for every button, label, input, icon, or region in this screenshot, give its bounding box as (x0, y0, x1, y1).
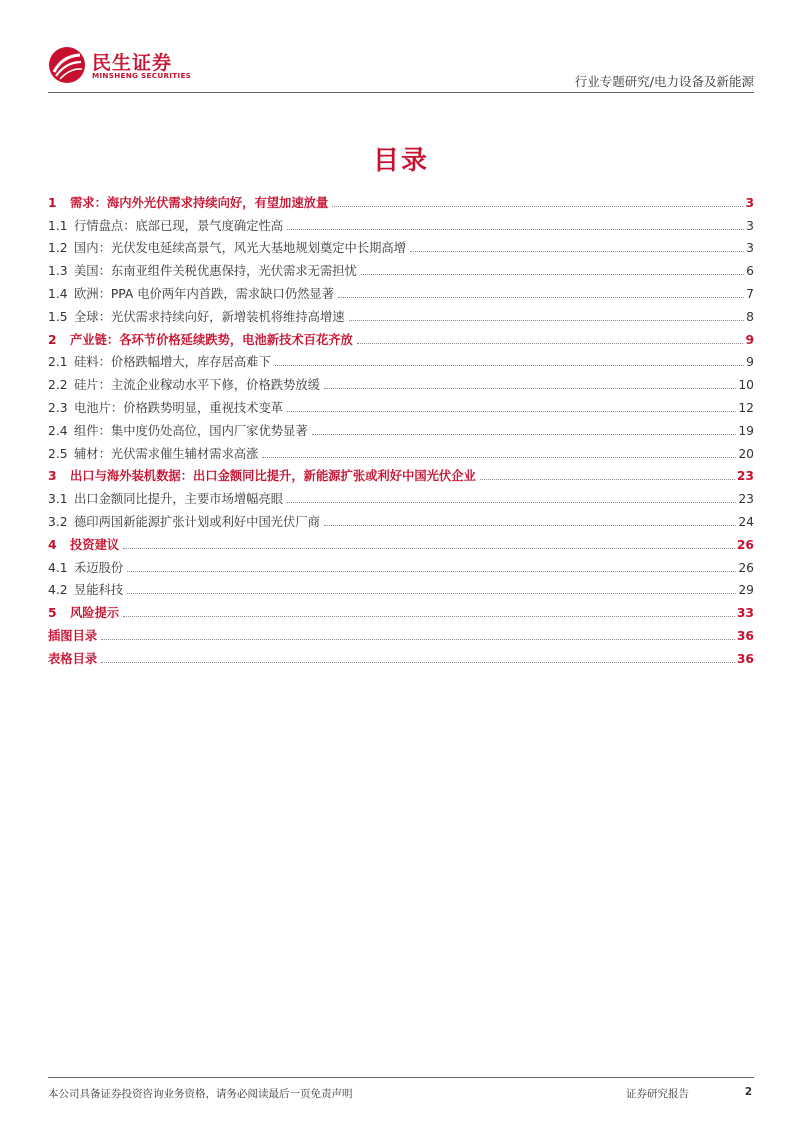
toc-section-entry[interactable] (48, 644, 754, 667)
toc-entry-text: 电池片：价格跌势明显，重视技术变革 (74, 400, 284, 415)
toc-entry-page: 3 (746, 241, 754, 256)
toc-entry-page: 9 (745, 332, 754, 347)
toc-entry-number: 2.3 (48, 400, 68, 415)
toc-entry-text: 出口金额同比提升，主要市场增幅亮眼 (74, 492, 284, 507)
table-of-contents (48, 188, 754, 667)
minsheng-logo (48, 46, 198, 86)
toc-subsection-entry[interactable] (48, 211, 754, 234)
toc-entry-page: 24 (738, 514, 754, 529)
toc-title: 目录 (372, 146, 429, 176)
toc-leader-dots (127, 593, 736, 594)
toc-leader-dots (338, 297, 744, 298)
toc-entry-number: 1.2 (48, 241, 68, 256)
toc-entry-label (48, 332, 355, 348)
toc-entry-page: 9 (746, 355, 754, 370)
toc-entry-number: 1 (48, 195, 57, 210)
toc-subsection-entry[interactable] (48, 576, 754, 599)
toc-entry-page: 26 (736, 537, 754, 552)
toc-subsection-entry[interactable] (48, 484, 754, 507)
toc-entry-text: 德印两国新能源扩张计划或利好中国光伏厂商 (74, 514, 320, 529)
toc-section-entry[interactable] (48, 462, 754, 485)
toc-entry-label (48, 491, 285, 507)
toc-entry-text: 禾迈股份 (74, 560, 124, 575)
toc-entry-page: 3 (745, 195, 754, 210)
toc-entry-number: 3.1 (48, 492, 68, 507)
toc-leader-dots (312, 434, 737, 435)
toc-subsection-entry[interactable] (48, 279, 754, 302)
toc-entry-page: 23 (738, 492, 754, 507)
toc-entry-number: 1.1 (48, 218, 68, 233)
toc-entry-label (48, 468, 478, 484)
toc-leader-dots (349, 320, 745, 321)
footer-report-type: 证券研究报告 (626, 1088, 689, 1100)
toc-entry-text: 插图目录 (48, 628, 98, 643)
toc-leader-dots (287, 229, 744, 230)
toc-entry-label (48, 400, 285, 416)
toc-entry-text: 表格目录 (48, 651, 98, 666)
toc-entry-label (48, 309, 347, 325)
footer-divider (48, 1077, 754, 1078)
toc-entry-number: 3.2 (48, 514, 68, 529)
toc-entry-text: 国内：光伏发电延续高景气，风光大基地规划奠定中长期高增 (74, 241, 407, 256)
toc-entry-page: 6 (746, 264, 754, 279)
toc-subsection-entry[interactable] (48, 439, 754, 462)
toc-entry-label (48, 286, 336, 302)
toc-section-entry[interactable] (48, 325, 754, 348)
toc-entry-number: 3 (48, 469, 57, 484)
toc-entry-text: 全球：光伏需求持续向好，新增装机将维持高增速 (74, 309, 345, 324)
toc-entry-page: 26 (738, 560, 754, 575)
toc-section-entry[interactable] (48, 530, 754, 553)
toc-leader-dots (127, 571, 736, 572)
toc-subsection-entry[interactable] (48, 348, 754, 371)
toc-leader-dots (332, 206, 743, 207)
toc-entry-page: 36 (736, 628, 754, 643)
toc-leader-dots (275, 365, 744, 366)
toc-entry-label (48, 628, 99, 644)
toc-section-entry[interactable] (48, 188, 754, 211)
toc-subsection-entry[interactable] (48, 507, 754, 530)
toc-entry-label (48, 651, 99, 667)
toc-entry-label (48, 537, 121, 553)
toc-entry-label (48, 582, 125, 598)
toc-entry-page: 10 (738, 378, 754, 393)
toc-entry-number: 4.2 (48, 583, 68, 598)
toc-leader-dots (287, 411, 736, 412)
toc-entry-label (48, 263, 359, 279)
toc-subsection-entry[interactable] (48, 302, 754, 325)
toc-entry-page: 20 (738, 446, 754, 461)
toc-entry-number: 5 (48, 606, 57, 621)
toc-leader-dots (324, 525, 736, 526)
toc-entry-page: 12 (738, 400, 754, 415)
footer-page-number: 2 (744, 1086, 752, 1098)
toc-entry-number: 1.5 (48, 309, 68, 324)
toc-entry-label (48, 423, 310, 439)
toc-entry-number: 1.3 (48, 264, 68, 279)
toc-leader-dots (287, 502, 736, 503)
toc-entry-text: 昱能科技 (74, 583, 124, 598)
toc-entry-label (48, 240, 408, 256)
toc-entry-page: 36 (736, 651, 754, 666)
toc-entry-number: 2.1 (48, 355, 68, 370)
toc-entry-label (48, 605, 121, 621)
toc-entry-text: 行情盘点：底部已现，景气度确定性高 (74, 218, 284, 233)
toc-subsection-entry[interactable] (48, 393, 754, 416)
toc-subsection-entry[interactable] (48, 553, 754, 576)
toc-entry-number: 1.4 (48, 286, 68, 301)
header-divider (48, 92, 754, 93)
toc-entry-text: 组件：集中度仍处高位，国内厂家优势显著 (74, 423, 308, 438)
toc-entry-text: 辅材：光伏需求催生辅材需求高涨 (74, 446, 259, 461)
toc-entry-label (48, 560, 125, 576)
toc-entry-number: 2.5 (48, 446, 68, 461)
toc-leader-dots (123, 616, 735, 617)
toc-entry-label (48, 377, 322, 393)
toc-leader-dots (101, 662, 735, 663)
toc-entry-page: 19 (738, 423, 754, 438)
toc-entry-page: 8 (746, 309, 754, 324)
toc-entry-text: 产业链：各环节价格延续跌势，电池新技术百花齐放 (70, 332, 353, 347)
toc-entry-text: 需求：海内外光伏需求持续向好，有望加速放量 (70, 195, 329, 210)
minsheng-logo-icon (48, 46, 86, 84)
toc-entry-label (48, 446, 260, 462)
toc-section-entry[interactable] (48, 621, 754, 644)
toc-entry-text: 欧洲：PPA 电价两年内首跌，需求缺口仍然显著 (74, 286, 335, 301)
toc-entry-label (48, 218, 285, 234)
toc-leader-dots (101, 639, 735, 640)
toc-entry-page: 33 (736, 606, 754, 621)
toc-leader-dots (410, 251, 744, 252)
toc-entry-text: 风险提示 (70, 606, 120, 621)
toc-leader-dots (123, 548, 735, 549)
toc-entry-text: 美国：东南亚组件关税优惠保持，光伏需求无需担忧 (74, 264, 357, 279)
toc-entry-text: 硅料：价格跌幅增大，库存居高难下 (74, 355, 271, 370)
report-category: 行业专题研究/电力设备及新能源 (574, 74, 754, 89)
toc-entry-label (48, 354, 273, 370)
toc-subsection-entry[interactable] (48, 234, 754, 257)
toc-leader-dots (361, 274, 744, 275)
toc-leader-dots (480, 479, 735, 480)
logo-english-name: MINSHENG SECURITIES (92, 71, 192, 80)
toc-entry-number: 4 (48, 537, 57, 552)
toc-entry-page: 29 (738, 583, 754, 598)
toc-entry-number: 4.1 (48, 560, 68, 575)
toc-section-entry[interactable] (48, 598, 754, 621)
toc-entry-page: 7 (746, 286, 754, 301)
toc-entry-label (48, 195, 330, 211)
toc-subsection-entry[interactable] (48, 416, 754, 439)
toc-entry-number: 2 (48, 332, 57, 347)
toc-entry-page: 3 (746, 218, 754, 233)
toc-entry-label (48, 514, 322, 530)
footer-disclaimer: 本公司具备证券投资咨询业务资格，请务必阅读最后一页免责声明 (48, 1088, 353, 1100)
toc-leader-dots (357, 343, 744, 344)
toc-subsection-entry[interactable] (48, 370, 754, 393)
toc-entry-number: 2.2 (48, 378, 68, 393)
toc-entry-text: 出口与海外装机数据：出口金额同比提升，新能源扩张或利好中国光伏企业 (70, 469, 476, 484)
logo-chinese-name: 民生证券 (92, 52, 173, 74)
toc-subsection-entry[interactable] (48, 256, 754, 279)
toc-entry-number: 2.4 (48, 423, 68, 438)
toc-entry-text: 硅片：主流企业稼动水平下修，价格跌势放缓 (74, 378, 320, 393)
toc-leader-dots (262, 457, 736, 458)
toc-entry-page: 23 (736, 469, 754, 484)
toc-leader-dots (324, 388, 736, 389)
toc-entry-text: 投资建议 (70, 537, 120, 552)
